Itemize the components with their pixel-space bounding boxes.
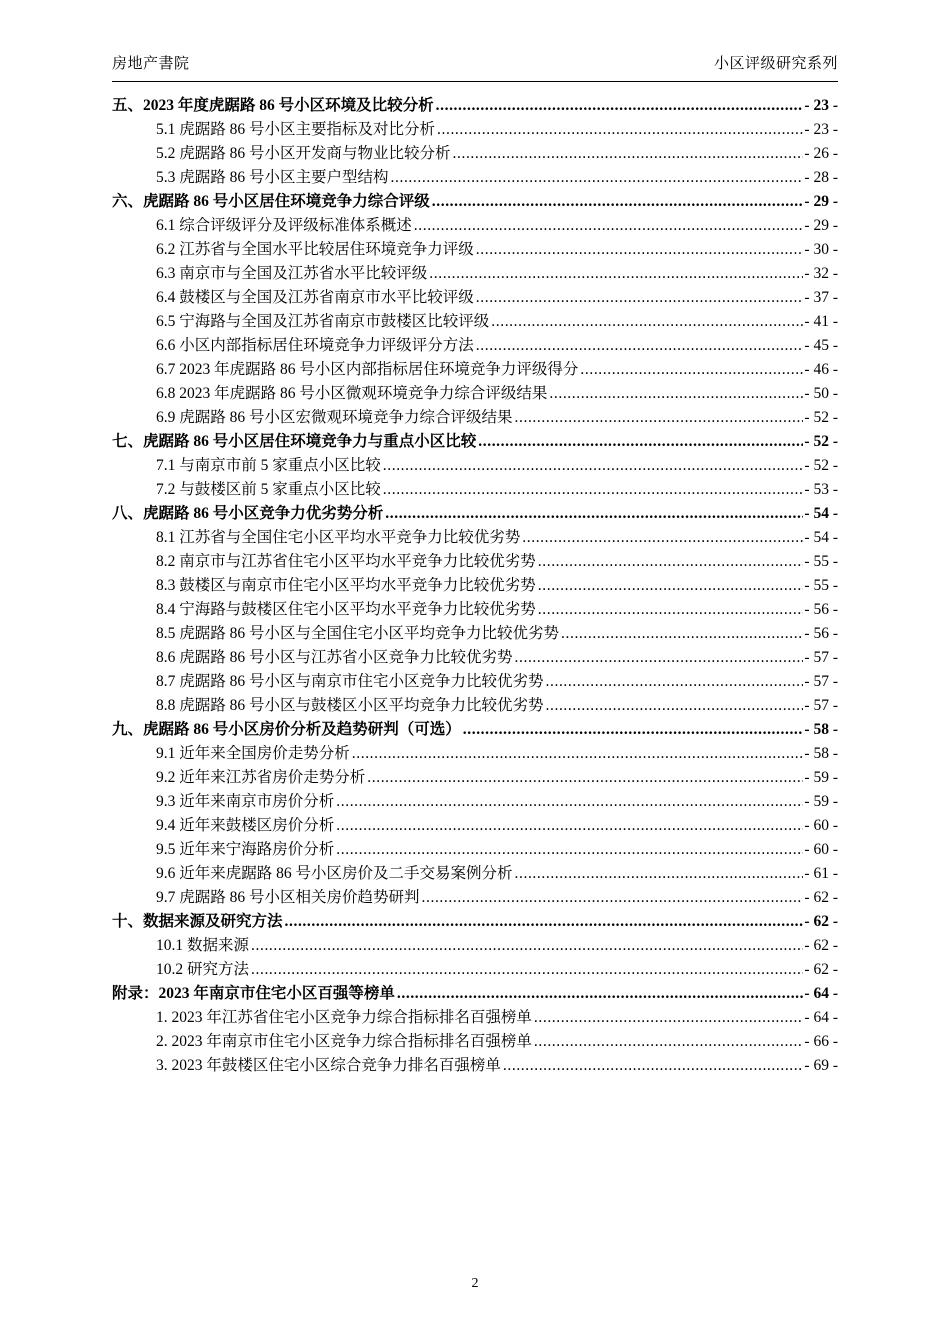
toc-leader-dots (336, 842, 803, 858)
toc-leader-dots (503, 1058, 804, 1074)
toc-leader-dots (414, 218, 804, 234)
toc-leader-dots (436, 98, 804, 114)
toc-leader-dots (534, 1010, 804, 1026)
toc-entry[interactable] (156, 458, 838, 474)
toc-leader-dots (538, 554, 804, 570)
toc-entry-page: - 58 - (804, 745, 838, 762)
toc-leader-dots (580, 362, 803, 378)
toc-entry[interactable] (156, 650, 838, 666)
toc-leader-dots (383, 482, 804, 498)
toc-entry-page: - 62 - (804, 913, 838, 930)
toc-entry-label: 8.7 虎踞路 86 号小区与南京市住宅小区竞争力比较优劣势 (156, 673, 544, 690)
toc-entry-label: 五、2023 年度虎踞路 86 号小区环境及比较分析 (112, 97, 434, 114)
toc-leader-dots (422, 890, 804, 906)
toc-entry-label: 9.7 虎踞路 86 号小区相关房价趋势研判 (156, 889, 420, 906)
toc-entry[interactable] (112, 506, 838, 522)
toc-leader-dots (391, 170, 804, 186)
toc-entry-page: - 55 - (804, 577, 838, 594)
toc-entry-page: - 23 - (804, 97, 838, 114)
toc-entry[interactable] (156, 602, 838, 618)
header-divider (112, 81, 838, 82)
toc-entry[interactable] (112, 914, 838, 930)
page-header (112, 52, 838, 79)
toc-leader-dots (385, 506, 803, 522)
toc-entry-page: - 62 - (804, 889, 838, 906)
toc-leader-dots (336, 818, 803, 834)
toc-entry-page: - 60 - (804, 817, 838, 834)
toc-leader-dots (367, 770, 803, 786)
toc-entry[interactable] (156, 290, 838, 306)
toc-entry[interactable] (156, 866, 838, 882)
toc-leader-dots (476, 242, 804, 258)
toc-entry[interactable] (156, 674, 838, 690)
toc-entry[interactable] (156, 362, 838, 378)
toc-leader-dots (478, 434, 803, 450)
toc-entry-label: 9.1 近年来全国房价走势分析 (156, 745, 350, 762)
toc-entry[interactable] (156, 218, 838, 234)
toc-entry-page: - 59 - (804, 769, 838, 786)
toc-entry-page: - 62 - (804, 937, 838, 954)
toc-entry-page: - 56 - (804, 625, 838, 642)
table-of-contents (112, 98, 838, 1074)
header-right-text: 小区评级研究系列 (713, 56, 838, 72)
toc-entry[interactable] (112, 194, 838, 210)
toc-entry-label: 9.2 近年来江苏省房价走势分析 (156, 769, 366, 786)
toc-entry-label: 8.5 虎踞路 86 号小区与全国住宅小区平均竞争力比较优劣势 (156, 625, 560, 642)
toc-leader-dots (561, 626, 803, 642)
toc-entry-label: 8.3 鼓楼区与南京市住宅小区平均水平竞争力比较优劣势 (156, 577, 536, 594)
toc-entry-page: - 28 - (804, 169, 838, 186)
toc-entry[interactable] (156, 386, 838, 402)
toc-entry-label: 8.2 南京市与江苏省住宅小区平均水平竞争力比较优劣势 (156, 553, 536, 570)
toc-entry-page: - 64 - (804, 1009, 838, 1026)
toc-leader-dots (383, 458, 804, 474)
toc-entry-page: - 66 - (804, 1033, 838, 1050)
toc-entry-page: - 57 - (804, 673, 838, 690)
toc-entry-label: 8.4 宁海路与鼓楼区住宅小区平均水平竞争力比较优劣势 (156, 601, 536, 618)
toc-entry-label: 7.1 与南京市前 5 家重点小区比较 (156, 457, 381, 474)
toc-entry-label: 3. 2023 年鼓楼区住宅小区综合竞争力排名百强榜单 (156, 1057, 501, 1074)
toc-entry-label: 6.4 鼓楼区与全国及江苏省南京市水平比较评级 (156, 289, 474, 306)
toc-entry[interactable] (156, 842, 838, 858)
toc-entry-page: - 56 - (804, 601, 838, 618)
toc-entry-label: 九、虎踞路 86 号小区房价分析及趋势研判（可选） (112, 721, 461, 738)
toc-entry-label: 6.7 2023 年虎踞路 86 号小区内部指标居住环境竞争力评级得分 (156, 361, 579, 378)
toc-entry-label: 1. 2023 年江苏省住宅小区竞争力综合指标排名百强榜单 (156, 1009, 532, 1026)
toc-entry[interactable] (112, 722, 838, 738)
toc-entry[interactable] (156, 794, 838, 810)
toc-entry-label: 十、数据来源及研究方法 (112, 913, 283, 930)
toc-entry[interactable] (156, 938, 838, 954)
toc-entry-page: - 45 - (804, 337, 838, 354)
toc-leader-dots (546, 698, 804, 714)
toc-entry-label: 6.8 2023 年虎踞路 86 号小区微观环境竞争力综合评级结果 (156, 385, 548, 402)
toc-entry[interactable] (156, 578, 838, 594)
toc-entry-page: - 29 - (804, 217, 838, 234)
toc-leader-dots (538, 578, 804, 594)
toc-leader-dots (534, 1034, 804, 1050)
toc-leader-dots (515, 650, 804, 666)
toc-entry-label: 8.8 虎踞路 86 号小区与鼓楼区小区平均竞争力比较优劣势 (156, 697, 544, 714)
toc-leader-dots (437, 122, 803, 138)
toc-entry-label: 9.5 近年来宁海路房价分析 (156, 841, 335, 858)
toc-entry[interactable] (156, 482, 838, 498)
toc-entry-label: 9.3 近年来南京市房价分析 (156, 793, 335, 810)
toc-entry-label: 6.3 南京市与全国及江苏省水平比较评级 (156, 265, 428, 282)
toc-entry[interactable] (156, 626, 838, 642)
toc-entry-page: - 54 - (804, 505, 838, 522)
toc-entry-label: 6.6 小区内部指标居住环境竞争力评级评分方法 (156, 337, 474, 354)
toc-entry-page: - 23 - (804, 121, 838, 138)
toc-entry-label: 六、虎踞路 86 号小区居住环境竞争力综合评级 (112, 193, 430, 210)
toc-entry[interactable] (156, 530, 838, 546)
toc-entry[interactable] (156, 338, 838, 354)
toc-entry-label: 5.1 虎踞路 86 号小区主要指标及对比分析 (156, 121, 436, 138)
toc-entry[interactable] (156, 314, 838, 330)
toc-entry[interactable] (156, 1034, 838, 1050)
toc-entry-label: 10.2 研究方法 (156, 961, 250, 978)
toc-entry-page: - 54 - (804, 529, 838, 546)
toc-leader-dots (397, 986, 804, 1002)
toc-entry-label: 6.9 虎踞路 86 号小区宏微观环境竞争力综合评级结果 (156, 409, 513, 426)
toc-leader-dots (463, 722, 804, 738)
toc-entry[interactable] (156, 242, 838, 258)
toc-entry-page: - 41 - (804, 313, 838, 330)
toc-entry-page: - 60 - (804, 841, 838, 858)
page-number: 2 (471, 1276, 479, 1291)
toc-leader-dots (251, 938, 803, 954)
toc-leader-dots (429, 266, 803, 282)
toc-entry-label: 七、虎踞路 86 号小区居住环境竞争力与重点小区比较 (112, 433, 477, 450)
toc-entry-label: 2. 2023 年南京市住宅小区竞争力综合指标排名百强榜单 (156, 1033, 532, 1050)
toc-entry-label: 8.6 虎踞路 86 号小区与江苏省小区竞争力比较优劣势 (156, 649, 513, 666)
toc-leader-dots (432, 194, 804, 210)
toc-entry-page: - 53 - (804, 481, 838, 498)
toc-entry[interactable] (156, 698, 838, 714)
toc-entry[interactable] (156, 770, 838, 786)
toc-entry[interactable] (156, 122, 838, 138)
toc-entry-page: - 69 - (804, 1057, 838, 1074)
toc-leader-dots (515, 866, 804, 882)
toc-entry[interactable] (156, 818, 838, 834)
toc-entry-page: - 59 - (804, 793, 838, 810)
toc-entry[interactable] (156, 410, 838, 426)
toc-leader-dots (453, 146, 804, 162)
toc-entry[interactable] (156, 746, 838, 762)
toc-entry-label: 5.2 虎踞路 86 号小区开发商与物业比较分析 (156, 145, 451, 162)
toc-entry-label: 八、虎踞路 86 号小区竞争力优劣势分析 (112, 505, 384, 522)
toc-leader-dots (491, 314, 803, 330)
toc-leader-dots (546, 674, 804, 690)
toc-leader-dots (476, 338, 804, 354)
toc-entry[interactable] (156, 146, 838, 162)
toc-entry-label: 6.5 宁海路与全国及江苏省南京市鼓楼区比较评级 (156, 313, 490, 330)
toc-entry-page: - 62 - (804, 961, 838, 978)
toc-entry-page: - 64 - (804, 985, 838, 1002)
toc-entry-label: 10.1 数据来源 (156, 937, 250, 954)
toc-entry[interactable] (156, 962, 838, 978)
toc-entry-label: 9.6 近年来虎踞路 86 号小区房价及二手交易案例分析 (156, 865, 513, 882)
toc-entry-page: - 29 - (804, 193, 838, 210)
toc-entry[interactable] (156, 266, 838, 282)
toc-entry-page: - 55 - (804, 553, 838, 570)
toc-leader-dots (549, 386, 803, 402)
toc-leader-dots (538, 602, 804, 618)
toc-entry-page: - 32 - (804, 265, 838, 282)
toc-entry-page: - 57 - (804, 649, 838, 666)
toc-entry[interactable] (156, 1058, 838, 1074)
toc-entry-page: - 37 - (804, 289, 838, 306)
toc-entry-page: - 46 - (804, 361, 838, 378)
toc-leader-dots (352, 746, 804, 762)
toc-entry[interactable] (112, 434, 838, 450)
toc-entry-page: - 26 - (804, 145, 838, 162)
toc-leader-dots (515, 410, 804, 426)
toc-leader-dots (522, 530, 803, 546)
toc-entry-page: - 52 - (804, 409, 838, 426)
toc-entry[interactable] (156, 1010, 838, 1026)
toc-entry[interactable] (156, 170, 838, 186)
toc-entry-label: 5.3 虎踞路 86 号小区主要户型结构 (156, 169, 389, 186)
toc-leader-dots (251, 962, 803, 978)
toc-entry-label: 6.2 江苏省与全国水平比较居住环境竞争力评级 (156, 241, 474, 258)
toc-entry-page: - 52 - (804, 457, 838, 474)
toc-entry-page: - 30 - (804, 241, 838, 258)
toc-entry[interactable] (156, 890, 838, 906)
toc-entry-label: 7.2 与鼓楼区前 5 家重点小区比较 (156, 481, 381, 498)
header-left-text: 房地产書院 (112, 56, 190, 72)
toc-entry-label: 9.4 近年来鼓楼区房价分析 (156, 817, 335, 834)
toc-entry-page: - 50 - (804, 385, 838, 402)
toc-entry[interactable] (112, 986, 838, 1002)
toc-leader-dots (336, 794, 803, 810)
toc-entry-page: - 52 - (804, 433, 838, 450)
toc-entry-page: - 57 - (804, 697, 838, 714)
toc-entry-label: 6.1 综合评级评分及评级标准体系概述 (156, 217, 412, 234)
toc-entry-label: 8.1 江苏省与全国住宅小区平均水平竞争力比较优劣势 (156, 529, 521, 546)
toc-entry-label: 附录：2023 年南京市住宅小区百强等榜单 (112, 985, 395, 1002)
toc-entry-page: - 61 - (804, 865, 838, 882)
toc-entry[interactable] (112, 98, 838, 114)
toc-entry-page: - 58 - (804, 721, 838, 738)
toc-leader-dots (476, 290, 804, 306)
toc-leader-dots (285, 914, 804, 930)
toc-entry[interactable] (156, 554, 838, 570)
